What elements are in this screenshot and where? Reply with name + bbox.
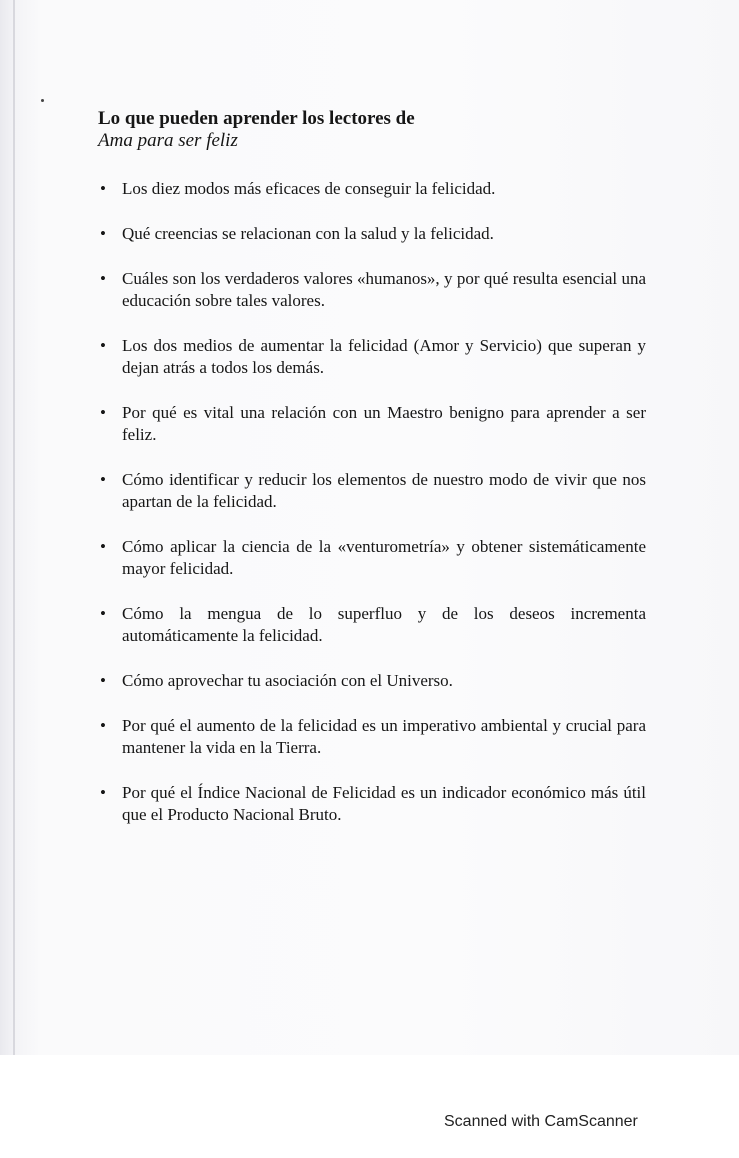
list-item-text: Cómo identificar y reducir los elementos de nuestro modo de vivir que nos apartan de la felicidad. — [122, 470, 646, 511]
bullet-icon: • — [100, 716, 106, 735]
book-title: Ama para ser feliz — [98, 130, 238, 151]
list-item — [98, 782, 646, 826]
list-item — [98, 715, 646, 759]
benefits-list — [98, 178, 646, 826]
bullet-icon: • — [100, 336, 106, 355]
bullet-icon: • — [100, 224, 106, 243]
list-item-text: Los dos medios de aumentar la felicidad (Amor y Servicio) que superan y dejan atrás a todos los demás. — [122, 336, 646, 377]
bullet-icon: • — [100, 604, 106, 623]
list-item — [98, 223, 646, 245]
bullet-icon: • — [100, 537, 106, 556]
list-item-text: Cómo aprovechar tu asociación con el Universo. — [122, 671, 453, 690]
list-item-text: Cuáles son los verdaderos valores «humanos», y por qué resulta esencial una educación sobre tales valores. — [122, 269, 646, 310]
bullet-icon: • — [100, 403, 106, 422]
bullet-icon: • — [100, 179, 106, 198]
list-item-text: Por qué el aumento de la felicidad es un imperativo ambiental y crucial para mantener la vida en la Tierra. — [122, 716, 646, 757]
list-item-text: Qué creencias se relacionan con la salud y la felicidad. — [122, 224, 494, 243]
list-item — [98, 670, 646, 692]
page-content — [98, 108, 646, 849]
list-item-text: Cómo la mengua de lo superfluo y de los deseos incrementa automáticamente la felicidad. — [122, 604, 646, 645]
bullet-icon: • — [100, 783, 106, 802]
speck-mark — [41, 99, 44, 102]
scanner-watermark: Scanned with CamScanner — [444, 1113, 638, 1130]
list-item-text: Cómo aplicar la ciencia de la «venturometría» y obtener sistemáticamente mayor felicidad. — [122, 537, 646, 578]
bullet-icon: • — [100, 671, 106, 690]
list-item — [98, 402, 646, 446]
list-item-text: Los diez modos más eficaces de conseguir la felicidad. — [122, 179, 496, 198]
list-item-text: Por qué es vital una relación con un Maestro benigno para aprender a ser feliz. — [122, 403, 646, 444]
page-edge — [13, 0, 15, 1055]
bullet-icon: • — [100, 470, 106, 489]
page-heading: Lo que pueden aprender los lectores de — [98, 108, 415, 129]
list-item-text: Por qué el Índice Nacional de Felicidad es un indicador económico más útil que el Producto Nacional Bruto. — [122, 783, 646, 824]
list-item — [98, 268, 646, 312]
list-item — [98, 469, 646, 513]
list-item — [98, 536, 646, 580]
bullet-icon: • — [100, 269, 106, 288]
list-item — [98, 603, 646, 647]
list-item — [98, 335, 646, 379]
list-item — [98, 178, 646, 200]
